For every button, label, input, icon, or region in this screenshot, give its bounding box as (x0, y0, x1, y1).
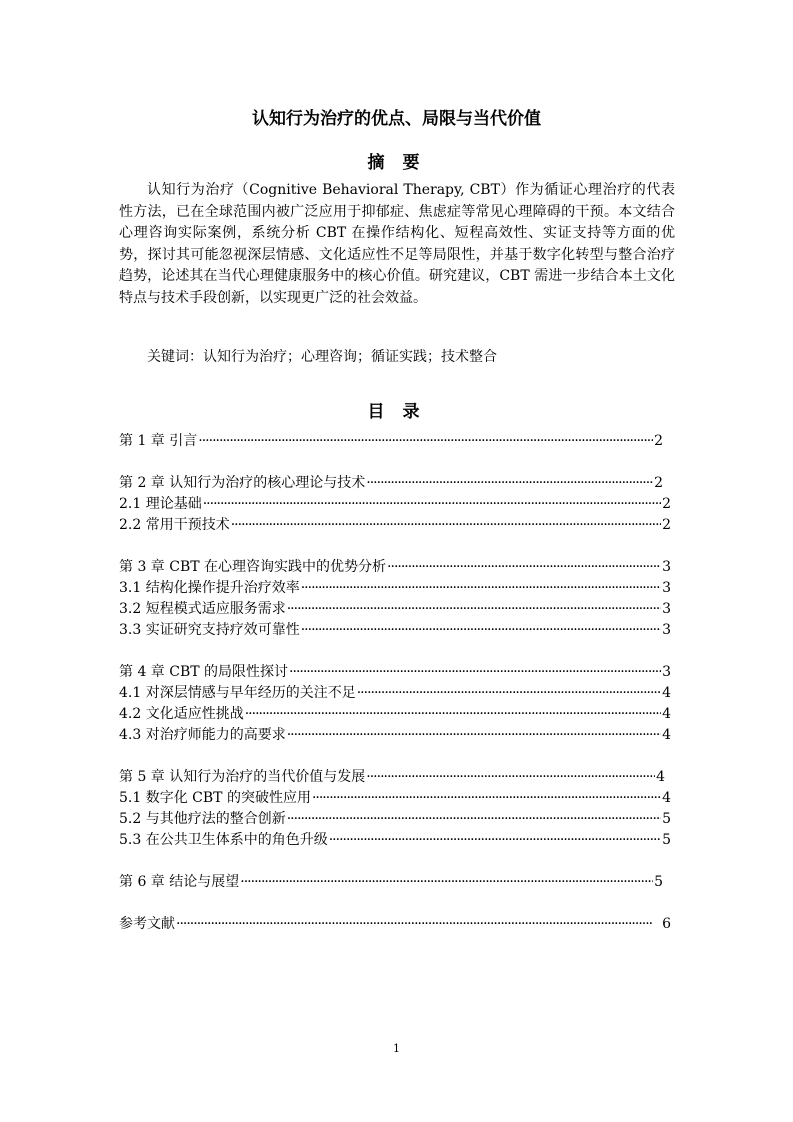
toc-entry-label: 第 3 章 CBT 在心理咨询实践中的优势分析 (119, 559, 387, 575)
toc-entry-chapter-5[interactable] (119, 766, 665, 786)
toc-entry-page: 5 (662, 832, 671, 848)
toc-entry-label: 第 6 章 结论与展望 (119, 874, 240, 890)
toc-entry-page: 4 (662, 727, 671, 743)
toc-entry-label: 2.1 理论基础 (119, 496, 202, 512)
toc-entry-section-2-2[interactable] (119, 514, 671, 534)
toc-entry-label: 3.3 实证研究支持疗效可靠性 (119, 622, 300, 638)
toc-entry-page: 2 (654, 475, 663, 491)
toc-entry-chapter-1[interactable] (119, 430, 663, 450)
toc-entry-section-4-1[interactable] (119, 682, 671, 702)
toc-entry-page: 5 (662, 811, 671, 827)
toc-entry-label: 4.1 对深层情感与早年经历的关注不足 (119, 685, 356, 701)
toc-entry-label: 第 4 章 CBT 的局限性探讨 (119, 664, 289, 680)
toc-entry-section-5-3[interactable] (119, 829, 671, 849)
toc-entry-section-5-1[interactable] (119, 787, 671, 807)
toc-entry-label: 5.2 与其他疗法的整合创新 (119, 811, 286, 827)
toc-leader-dots (301, 622, 661, 638)
toc-entry-page: 2 (654, 433, 663, 449)
toc-entry-section-3-1[interactable] (119, 577, 671, 597)
toc-entry-page: 4 (662, 706, 671, 722)
toc-entry-page: 4 (662, 685, 671, 701)
toc-entry-chapter-3[interactable] (119, 556, 671, 576)
toc-leader-dots (366, 769, 655, 785)
toc-leader-dots (312, 790, 661, 806)
toc-entry-chapter-6[interactable] (119, 871, 663, 891)
toc-leader-dots (287, 601, 661, 617)
toc-entry-page: 4 (656, 769, 665, 785)
toc-leader-dots (301, 580, 661, 596)
toc-entry-page: 3 (662, 622, 671, 638)
toc-leader-dots (289, 664, 661, 680)
toc-entry-section-2-1[interactable] (119, 493, 671, 513)
toc-entry-page: 3 (662, 601, 671, 617)
keywords: 关键词：认知行为治疗；心理咨询；循证实践；技术整合 (147, 349, 497, 365)
toc-leader-dots (245, 706, 661, 722)
toc-leader-dots (198, 433, 653, 449)
toc-entry-page: 4 (662, 790, 671, 806)
toc-entry-page: 6 (662, 916, 671, 932)
toc-entry-section-3-3[interactable] (119, 619, 671, 639)
toc-entry-chapter-4[interactable] (119, 661, 671, 681)
toc-entry-page: 3 (662, 559, 671, 575)
toc-entry-label: 5.3 在公共卫生体系中的角色升级 (119, 832, 328, 848)
toc-entry-label: 4.2 文化适应性挑战 (119, 706, 244, 722)
toc-leader-dots (387, 559, 661, 575)
toc-entry-label: 3.2 短程模式适应服务需求 (119, 601, 286, 617)
toc-leader-dots (240, 874, 653, 890)
toc-entry-page: 2 (662, 517, 671, 533)
abstract-heading: 摘 要 (367, 153, 426, 173)
toc-leader-dots (231, 517, 661, 533)
toc-entry-label: 5.1 数字化 CBT 的突破性应用 (119, 790, 311, 806)
toc-entry-section-3-2[interactable] (119, 598, 671, 618)
toc-heading: 目 录 (367, 402, 426, 422)
toc-entry-label: 2.2 常用干预技术 (119, 517, 230, 533)
toc-entry-label: 第 5 章 认知行为治疗的当代价值与发展 (119, 769, 366, 785)
toc-leader-dots (203, 496, 661, 512)
toc-entry-page: 3 (662, 664, 671, 680)
toc-entry-section-4-2[interactable] (119, 703, 671, 723)
footer-page-number: 1 (393, 1042, 400, 1055)
toc-entry-page: 5 (654, 874, 663, 890)
toc-leader-dots (287, 727, 661, 743)
abstract-body: 认知行为治疗（Cognitive Behavioral Therapy, CBT）作为循证心理治疗的代表性方法，已在全球范围内被广泛应用于抑郁症、焦虑症等常见心理障碍的干预。本文结合心理咨询实际案例，系统分析 CBT 在操作结构化、短程高效性、实证支持等方面的优势，探讨其可能忽视深层情感、文化适应性不足等局限性，并基于数字化转型与整合治疗趋势，论述其在当代心理健康服务中的核心价值。研究建议，CBT 需进一步结合本土文化特点与技术手段创新，以实现更广泛的社会效益。 (119, 182, 675, 306)
toc-entry-label: 参考文献 (119, 916, 175, 932)
toc-entry-section-5-2[interactable] (119, 808, 671, 828)
toc-entry-page: 2 (662, 496, 671, 512)
toc-leader-dots (287, 811, 661, 827)
toc-entry-label: 3.1 结构化操作提升治疗效率 (119, 580, 300, 596)
toc-entry-label: 第 2 章 认知行为治疗的核心理论与技术 (119, 475, 366, 491)
toc-leader-dots (329, 832, 661, 848)
toc-leader-dots (176, 916, 661, 932)
paper-title: 认知行为治疗的优点、局限与当代价值 (252, 109, 541, 129)
toc-leader-dots (357, 685, 661, 701)
toc-entry-section-4-3[interactable] (119, 724, 671, 744)
toc-entry-label: 第 1 章 引言 (119, 433, 198, 449)
toc-entry-page: 3 (662, 580, 671, 596)
toc-leader-dots (366, 475, 653, 491)
toc-entry-chapter-2[interactable] (119, 472, 663, 492)
toc-entry-references[interactable] (119, 913, 671, 933)
toc-entry-label: 4.3 对治疗师能力的高要求 (119, 727, 286, 743)
